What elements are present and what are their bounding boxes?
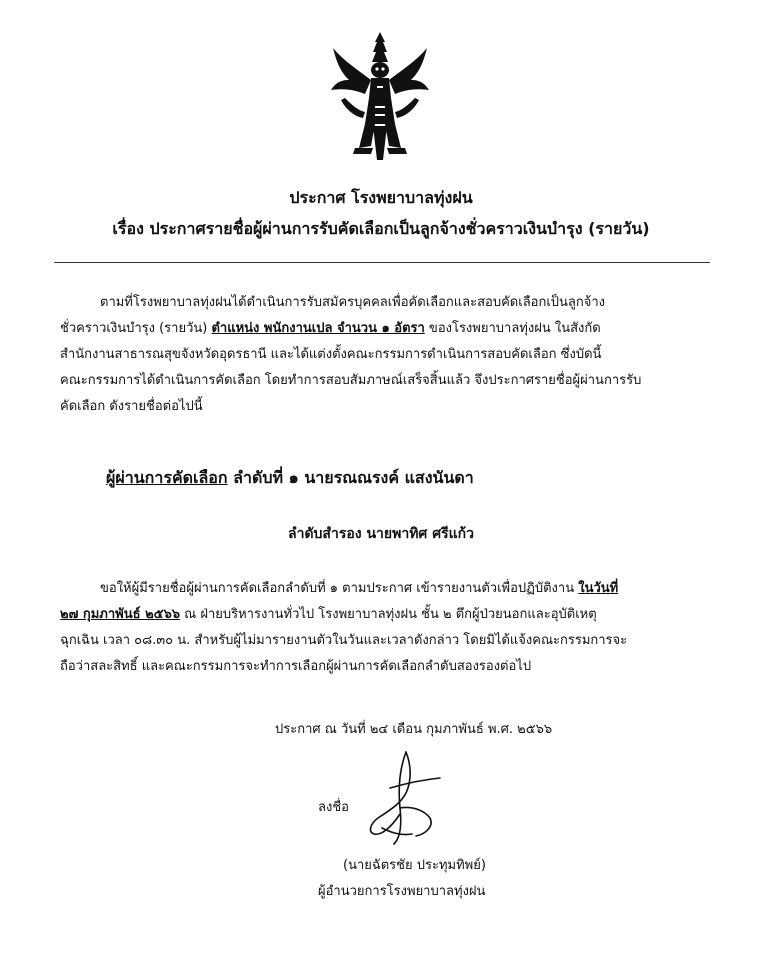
reserve-candidate: ลำดับสำรอง นายพาทิศ ศรีแก้ว [288, 526, 474, 542]
first-rank-name: ลำดับที่ ๑ นายรณณรงค์ แสงนันดา [227, 468, 474, 487]
handwritten-signature [360, 748, 470, 848]
announcement-date: ประกาศ ณ วันที่ ๒๔ เดือน กุมภาพันธ์ พ.ศ. ๒๕๖๖ [275, 722, 553, 737]
intro-line-2-start: ชั่วคราวเงินบำรุง (รายวัน) [60, 321, 212, 336]
intro-line-2-end: ของโรงพยาบาลทุ่งฝน ในสังกัด [424, 321, 601, 336]
intro-paragraph [60, 290, 708, 420]
report-notice-paragraph [60, 576, 708, 680]
garuda-emblem [325, 28, 435, 166]
signer-name: (นายฉัตรชัย ประทุมทิพย์) [343, 858, 486, 873]
intro-line-4: คณะกรรมการได้ดำเนินการคัดเลือก โดยทำการสอบสัมภาษณ์เสร็จสิ้นแล้ว จึงประกาศรายชื่อผู้ผ่านการรับ [60, 373, 642, 388]
header-divider [54, 262, 710, 263]
position-and-quota: ตำแหน่ง พนักงานเปล จำนวน ๑ อัตรา [211, 321, 425, 336]
report-day-label: ในวันที่ [578, 581, 619, 596]
passed-label: ผู้ผ่านการคัดเลือก [106, 468, 228, 487]
sign-label: ลงชื่อ [318, 800, 349, 815]
signer-position: ผู้อำนวยการโรงพยาบาลทุ่งฝน [318, 884, 486, 899]
report-date: ๒๗ กุมภาพันธ์ ๒๕๖๖ [60, 607, 181, 622]
announcement-subject: เรื่อง ประกาศรายชื่อผู้ผ่านการรับคัดเลือกเป็นลูกจ้างชั่วคราวเงินบำรุง (รายวัน) [112, 219, 650, 238]
intro-line-2 [60, 316, 708, 342]
notice-line-2-end: ณ ฝ่ายบริหารงานทั่วไป โรงพยาบาลทุ่งฝน ชั้น ๒ ตึกผู้ป่วยนอกและอุบัติเหตุ [180, 607, 597, 622]
intro-line-1: ตามที่โรงพยาบาลทุ่งฝนได้ดำเนินการรับสมัครบุคคลเพื่อคัดเลือกและสอบคัดเลือกเป็นลูกจ้าง [100, 295, 606, 310]
notice-line-2 [60, 602, 708, 628]
notice-line-1-start: ขอให้ผู้มีรายชื่อผู้ผ่านการคัดเลือกลำดับที่ ๑ ตามประกาศ เข้ารายงานตัวเพื่อปฏิบัติงาน [100, 581, 579, 596]
notice-line-4: ถือว่าสละสิทธิ์ และคณะกรรมการจะทำการเลือกผู้ผ่านการคัดเลือกลำดับสองรองต่อไป [60, 659, 532, 674]
intro-line-5: คัดเลือก ดังรายชื่อต่อไปนี้ [60, 399, 203, 414]
notice-line-1 [60, 576, 708, 602]
announcement-title: ประกาศ โรงพยาบาลทุ่งฝน [289, 188, 473, 207]
notice-line-3: ฉุกเฉิน เวลา ๐๘.๓๐ น. สำหรับผู้ไม่มารายงานตัวในวันและเวลาดังกล่าว โดยมิได้แจ้งคณะกรรมการจะ [60, 633, 628, 648]
passed-candidate [106, 466, 474, 491]
intro-line-3: สำนักงานสาธารณสุขจังหวัดอุดรธานี และได้แต่งตั้งคณะกรรมการดำเนินการสอบคัดเลือก ซึ่งบัดนี้ [60, 347, 602, 362]
